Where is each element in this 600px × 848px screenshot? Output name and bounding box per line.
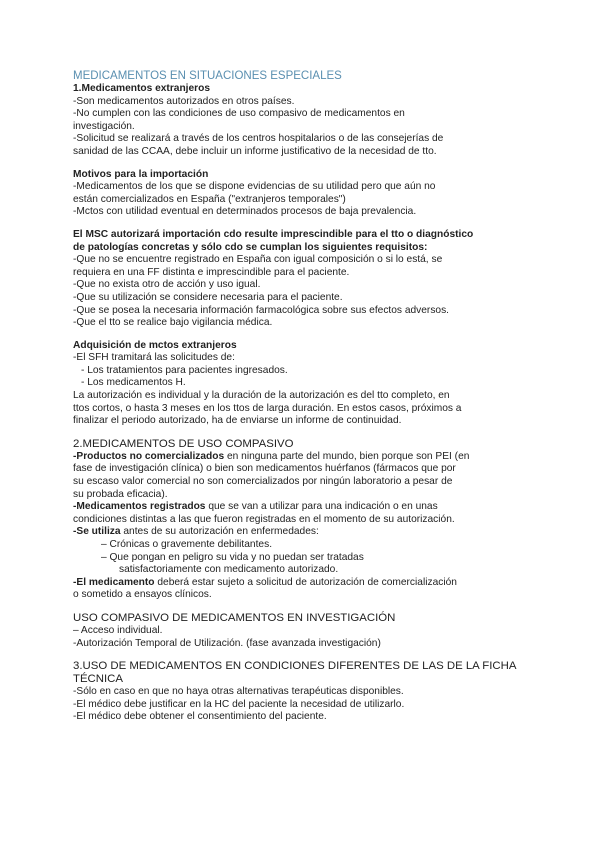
section-2-title: 2.MEDICAMENTOS DE USO COMPASIVO (73, 437, 294, 450)
adquisicion-line: -El SFH tramitará las solicitudes de: (73, 352, 235, 364)
section-2-paragraph-3 (73, 526, 533, 539)
msc-line: -Que su utilización se considere necesaria para el paciente. (73, 291, 343, 303)
section-2-line: su escaso valor comercial no son comercializados por ningún laboratorio a pesar de (73, 476, 453, 488)
msc-line: -Que no se encuentre registrado en España con igual composición o si lo está, se (73, 254, 443, 266)
text: antes de su autorización en enfermedades: (120, 526, 319, 538)
section-2-line: su probada eficacia). (73, 488, 168, 500)
uso-investigacion-title: USO COMPASIVO DE MEDICAMENTOS EN INVESTIGACIÓN (73, 611, 396, 624)
text: deberá estar sujeto a solicitud de autorización de comercialización (154, 576, 457, 588)
motivos-line: -Medicamentos de los que se dispone evidencias de su utilidad pero que aún no (73, 181, 436, 193)
msc-line: -Que se posea la necesaria información farmacológica sobre sus efectos adversos. (73, 304, 449, 316)
emphasis: -Medicamentos registrados (73, 501, 206, 513)
msc-line: requiera en una FF distinta e imprescindible para el paciente. (73, 266, 350, 278)
document-title: MEDICAMENTOS EN SITUACIONES ESPECIALES (73, 70, 342, 82)
adquisicion-heading: Adquisición de mctos extranjeros (73, 339, 237, 351)
adquisicion-line: finalizar el periodo autorizado, ha de enviarse un informe de continuidad. (73, 415, 402, 427)
adquisicion-line: ttos cortos, o hasta 3 meses en los ttos de larga duración. En estos casos, próximos a (73, 402, 462, 414)
emphasis: -Se utiliza (73, 526, 121, 538)
section-2-bullet-cont: satisfactoriamente con medicamento autorizado. (119, 564, 339, 576)
section-2-paragraph-4 (73, 577, 533, 590)
section-3-title: 3.USO DE MEDICAMENTOS EN CONDICIONES DIFERENTES DE LAS DE LA FICHA (73, 660, 517, 673)
emphasis: -Productos no comercializados (73, 450, 225, 462)
uso-investigacion-line: -Autorización Temporal de Utilización. (fase avanzada investigación) (73, 637, 381, 649)
motivos-line: -Mctos con utilidad eventual en determinados procesos de baja prevalencia. (73, 206, 417, 218)
text: que se van a utilizar para una indicación o en unas (205, 501, 438, 513)
section-3-title: TÉCNICA (73, 673, 123, 686)
document-content (73, 70, 533, 724)
section-2-bullet: – Que pongan en peligro su vida y no puedan ser tratadas (101, 551, 364, 563)
msc-line: -Que no exista otro de acción y uso igual. (73, 279, 261, 291)
uso-investigacion-line: – Acceso individual. (73, 624, 163, 636)
section-2-line: fase de investigación clínica) o bien son medicamentos huérfanos (fármacos que por (73, 463, 456, 475)
motivos-line: están comercializados en España ("extranjeros temporales") (73, 193, 346, 205)
section-2-bullet: – Crónicas o gravemente debilitantes. (101, 539, 273, 550)
adquisicion-bullet: - Los tratamientos para pacientes ingresados. (81, 364, 288, 376)
section-1-line: investigación. (73, 120, 135, 132)
adquisicion-bullet: - Los medicamentos H. (81, 377, 186, 389)
section-1-heading: 1.Medicamentos extranjeros (73, 83, 211, 94)
section-1-line: -Son medicamentos autorizados en otros países. (73, 95, 295, 107)
emphasis: -El medicamento (73, 576, 155, 588)
section-1-line: -No cumplen con las condiciones de uso compasivo de medicamentos en (73, 108, 405, 120)
msc-heading: El MSC autorizará importación cdo resulte imprescindible para el tto o diagnóstico (73, 228, 474, 240)
section-2-line: condiciones distintas a las que fueron registradas en el momento de su autorización. (73, 513, 455, 525)
section-1-line: sanidad de las CCAA, debe incluir un informe justificativo de la necesidad de tto. (73, 145, 437, 157)
section-2-paragraph-1 (73, 451, 533, 464)
msc-line: -Que el tto se realice bajo vigilancia médica. (73, 317, 273, 329)
text: en ninguna parte del mundo, bien porque son PEI (en (224, 450, 470, 462)
section-3-line: -Sólo en caso en que no haya otras alternativas terapéuticas disponibles. (73, 686, 404, 698)
section-2-line: o sometido a ensayos clínicos. (73, 589, 212, 601)
msc-heading: de patologías concretas y sólo cdo se cumplan los siguientes requisitos: (73, 241, 428, 253)
adquisicion-line: La autorización es individual y la duración de la autorización es del tto completo, en (73, 390, 450, 402)
motivos-heading: Motivos para la importación (73, 168, 209, 180)
section-3-line: -El médico debe justificar en la HC del paciente la necesidad de utilizarlo. (73, 698, 405, 710)
section-2-paragraph-2 (73, 501, 533, 514)
section-3-line: -El médico debe obtener el consentimiento del paciente. (73, 711, 327, 723)
section-1-line: -Solicitud se realizará a través de los centros hospitalarios o de las consejerías de (73, 133, 444, 145)
